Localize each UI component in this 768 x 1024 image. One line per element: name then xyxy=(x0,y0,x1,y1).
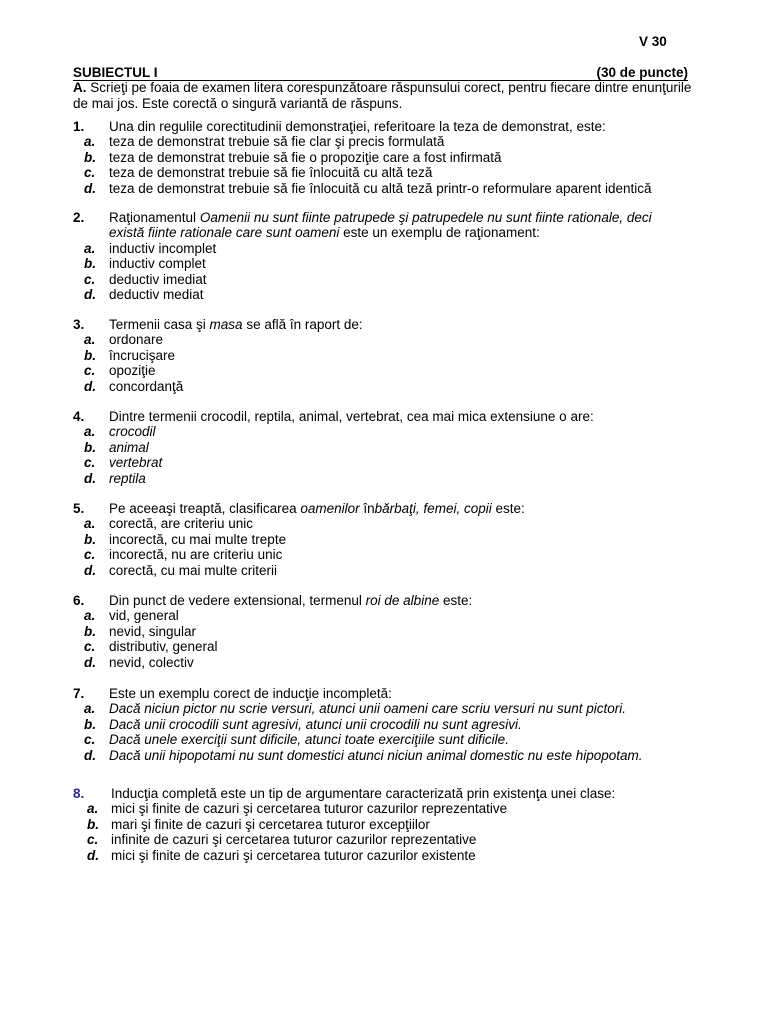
answer-option xyxy=(0,241,768,256)
option-text: mici şi finite de cazuri şi cercetarea tuturor cazurilor reprezentative xyxy=(111,801,508,817)
question-stem-text: Este un exemplu corect de inducţie incompletă: xyxy=(109,686,392,701)
answer-option xyxy=(0,832,768,847)
answer-option xyxy=(0,348,768,363)
option-letter: a. xyxy=(84,701,96,717)
option-letter: d. xyxy=(84,470,96,486)
option-letter: d. xyxy=(84,562,96,578)
option-text: opoziţie xyxy=(109,363,156,379)
answer-option xyxy=(0,424,768,439)
option-text: distributiv, general xyxy=(109,639,218,655)
answer-option xyxy=(0,817,768,832)
question-5 xyxy=(0,501,768,578)
question-stem-text: în xyxy=(359,501,375,516)
option-letter: d. xyxy=(84,180,96,196)
option-letter: c. xyxy=(84,455,96,471)
option-letter: a. xyxy=(84,240,96,256)
question-number: 6. xyxy=(73,593,85,608)
question-1 xyxy=(0,119,768,196)
option-letter: d. xyxy=(87,847,99,863)
option-text: crocodil xyxy=(109,424,156,440)
answer-option xyxy=(0,732,768,747)
answer-option xyxy=(0,563,768,578)
option-text: vertebrat xyxy=(109,455,163,471)
question-stem-text: masa xyxy=(209,317,243,332)
option-text: teza de demonstrat trebuie să fie o propoziţie care a fost infirmată xyxy=(109,149,502,165)
answer-option xyxy=(0,272,768,287)
option-text: mici şi finite de cazuri şi cercetarea tuturor cazurilor existente xyxy=(111,847,476,863)
question-7 xyxy=(0,686,768,763)
option-letter: d. xyxy=(84,654,96,670)
answer-option xyxy=(0,440,768,455)
question-6 xyxy=(0,593,768,670)
option-letter: a. xyxy=(84,332,96,348)
answer-option xyxy=(0,655,768,670)
option-text: corectă, are criteriu unic xyxy=(109,516,254,532)
option-letter: b. xyxy=(84,256,96,272)
answer-option xyxy=(0,639,768,654)
instructions xyxy=(73,80,693,111)
option-letter: d. xyxy=(84,747,96,763)
option-text: nevid, singular xyxy=(109,623,197,639)
question-stem-text: Dintre termenii crocodil, reptila, animal, vertebrat, cea mai mica extensiune o are: xyxy=(109,409,594,424)
question-stem-text: Oamenii nu sunt fiinte patrupede şi patrupedele nu sunt fiinte rationale, deci există fiinte rationale care sunt oameni xyxy=(109,210,652,241)
section-header xyxy=(73,65,688,81)
answer-option xyxy=(0,801,768,816)
option-text: infinite de cazuri şi cercetarea tuturor cazurilor reprezentative xyxy=(111,832,477,848)
option-letter: a. xyxy=(84,424,96,440)
answer-option xyxy=(0,701,768,716)
section-title: SUBIECTUL I xyxy=(73,65,158,80)
question-number: 5. xyxy=(73,501,85,516)
section-points: (30 de puncte) xyxy=(596,65,688,80)
question-number: 2. xyxy=(73,210,85,225)
option-text: deductiv imediat xyxy=(109,271,207,287)
question-number: 1. xyxy=(73,119,85,134)
option-letter: c. xyxy=(84,547,96,563)
option-text: inductiv complet xyxy=(109,256,206,272)
option-text: concordanţă xyxy=(109,378,184,394)
question-stem-text: se află în raport de: xyxy=(242,317,363,332)
question-3 xyxy=(0,317,768,394)
answer-option xyxy=(0,624,768,639)
question-stem-text: Inducţia completă este un tip de argumentare caracterizată prin existenţa unei clase: xyxy=(111,786,616,801)
answer-option xyxy=(0,516,768,531)
option-letter: c. xyxy=(84,363,96,379)
option-text: reptila xyxy=(109,470,146,486)
option-letter: a. xyxy=(84,134,96,150)
option-letter: d. xyxy=(84,378,96,394)
question-number: 3. xyxy=(73,317,85,332)
question-stem-text: Pe aceeaşi treaptă, clasificarea xyxy=(109,501,301,516)
answer-option xyxy=(0,748,768,763)
question-stem-text: este: xyxy=(491,501,525,516)
question-stem xyxy=(0,786,691,801)
option-letter: a. xyxy=(84,516,96,532)
option-text: incorectă, cu mai multe trepte xyxy=(109,531,287,547)
answer-option xyxy=(0,608,768,623)
option-letter: c. xyxy=(84,732,96,748)
option-text: teza de demonstrat trebuie să fie înlocuită cu altă teză printr-o reformulare aparent identică xyxy=(109,180,652,196)
question-stem xyxy=(0,686,689,701)
option-text: ordonare xyxy=(109,332,164,348)
question-stem xyxy=(0,409,689,424)
answer-option xyxy=(0,256,768,271)
question-number: 4. xyxy=(73,409,85,424)
option-text: Dacă unii hipopotami nu sunt domestici atunci niciun animal domestic nu este hipopotam. xyxy=(109,747,643,763)
question-stem-text: oamenilor xyxy=(300,501,360,516)
question-number: 8. xyxy=(73,786,85,801)
option-letter: c. xyxy=(84,271,96,287)
question-stem xyxy=(0,501,689,516)
question-stem-text: Raţionamentul xyxy=(109,210,200,225)
option-text: Dacă niciun pictor nu scrie versuri, atunci unii oameni care scriu versuri nu sunt pictori. xyxy=(109,701,626,717)
answer-option xyxy=(0,150,768,165)
answer-option xyxy=(0,532,768,547)
option-letter: a. xyxy=(84,608,96,624)
answer-option xyxy=(0,848,768,863)
option-letter: b. xyxy=(84,716,96,732)
option-letter: a. xyxy=(87,801,99,817)
option-letter: c. xyxy=(84,639,96,655)
question-stem xyxy=(0,119,689,134)
question-2 xyxy=(0,210,768,302)
answer-option xyxy=(0,717,768,732)
question-4 xyxy=(0,409,768,486)
question-stem xyxy=(0,317,689,332)
option-text: corectă, cu mai multe criterii xyxy=(109,562,278,578)
option-letter: b. xyxy=(84,347,96,363)
option-text: inductiv incomplet xyxy=(109,240,217,256)
answer-option xyxy=(0,379,768,394)
option-text: teza de demonstrat trebuie să fie clar şi precis formulată xyxy=(109,134,445,150)
instructions-text: Scrieţi pe foaia de examen litera corespunzătoare răspunsului corect, pentru fiecare dintre enunţurile de mai jos. Este corectă o singură variantă de răspuns. xyxy=(73,80,692,111)
answer-option xyxy=(0,287,768,302)
question-stem-text: bărbaţi, femei, copii xyxy=(374,501,492,516)
question-stem-text: Termenii casa şi xyxy=(109,317,210,332)
option-text: nevid, colectiv xyxy=(109,654,194,670)
option-text: încrucişare xyxy=(109,347,176,363)
option-letter: b. xyxy=(87,816,99,832)
option-text: animal xyxy=(109,439,149,455)
question-stem xyxy=(0,593,689,608)
option-text: incorectă, nu are criteriu unic xyxy=(109,547,283,563)
variant-label: V 30 xyxy=(639,34,667,49)
question-stem-text: Una din regulile corectitudinii demonstraţiei, referitoare la teza de demonstrat, este: xyxy=(109,119,606,134)
option-text: vid, general xyxy=(109,608,179,624)
option-letter: b. xyxy=(84,623,96,639)
answer-option xyxy=(0,547,768,562)
answer-option xyxy=(0,455,768,470)
question-stem-text: roi de albine xyxy=(365,593,440,608)
question-stem-text: este un exemplu de raţionament: xyxy=(339,225,540,241)
question-8 xyxy=(0,786,768,863)
option-letter: b. xyxy=(84,149,96,165)
option-letter: b. xyxy=(84,531,96,547)
option-letter: c. xyxy=(87,832,99,848)
answer-option xyxy=(0,332,768,347)
question-stem-text: este: xyxy=(439,593,473,608)
option-text: Dacă unele exerciţii sunt dificile, atunci toate exerciţiile sunt dificile. xyxy=(109,732,509,748)
answer-option xyxy=(0,165,768,180)
option-text: teza de demonstrat trebuie să fie înlocuită cu altă teză xyxy=(109,165,433,181)
option-letter: b. xyxy=(84,439,96,455)
answer-option xyxy=(0,181,768,196)
option-letter: d. xyxy=(84,287,96,303)
question-stem xyxy=(0,210,689,241)
answer-option xyxy=(0,363,768,378)
question-number: 7. xyxy=(73,686,85,701)
option-text: Dacă unii crocodili sunt agresivi, atunci unii crocodili nu sunt agresivi. xyxy=(109,716,522,732)
option-letter: c. xyxy=(84,165,96,181)
option-text: mari şi finite de cazuri şi cercetarea tuturor excepţiilor xyxy=(111,816,430,832)
answer-option xyxy=(0,134,768,149)
instructions-label: A. xyxy=(73,80,87,95)
option-text: deductiv mediat xyxy=(109,287,204,303)
question-stem-text: Din punct de vedere extensional, termenul xyxy=(109,593,366,608)
answer-option xyxy=(0,471,768,486)
